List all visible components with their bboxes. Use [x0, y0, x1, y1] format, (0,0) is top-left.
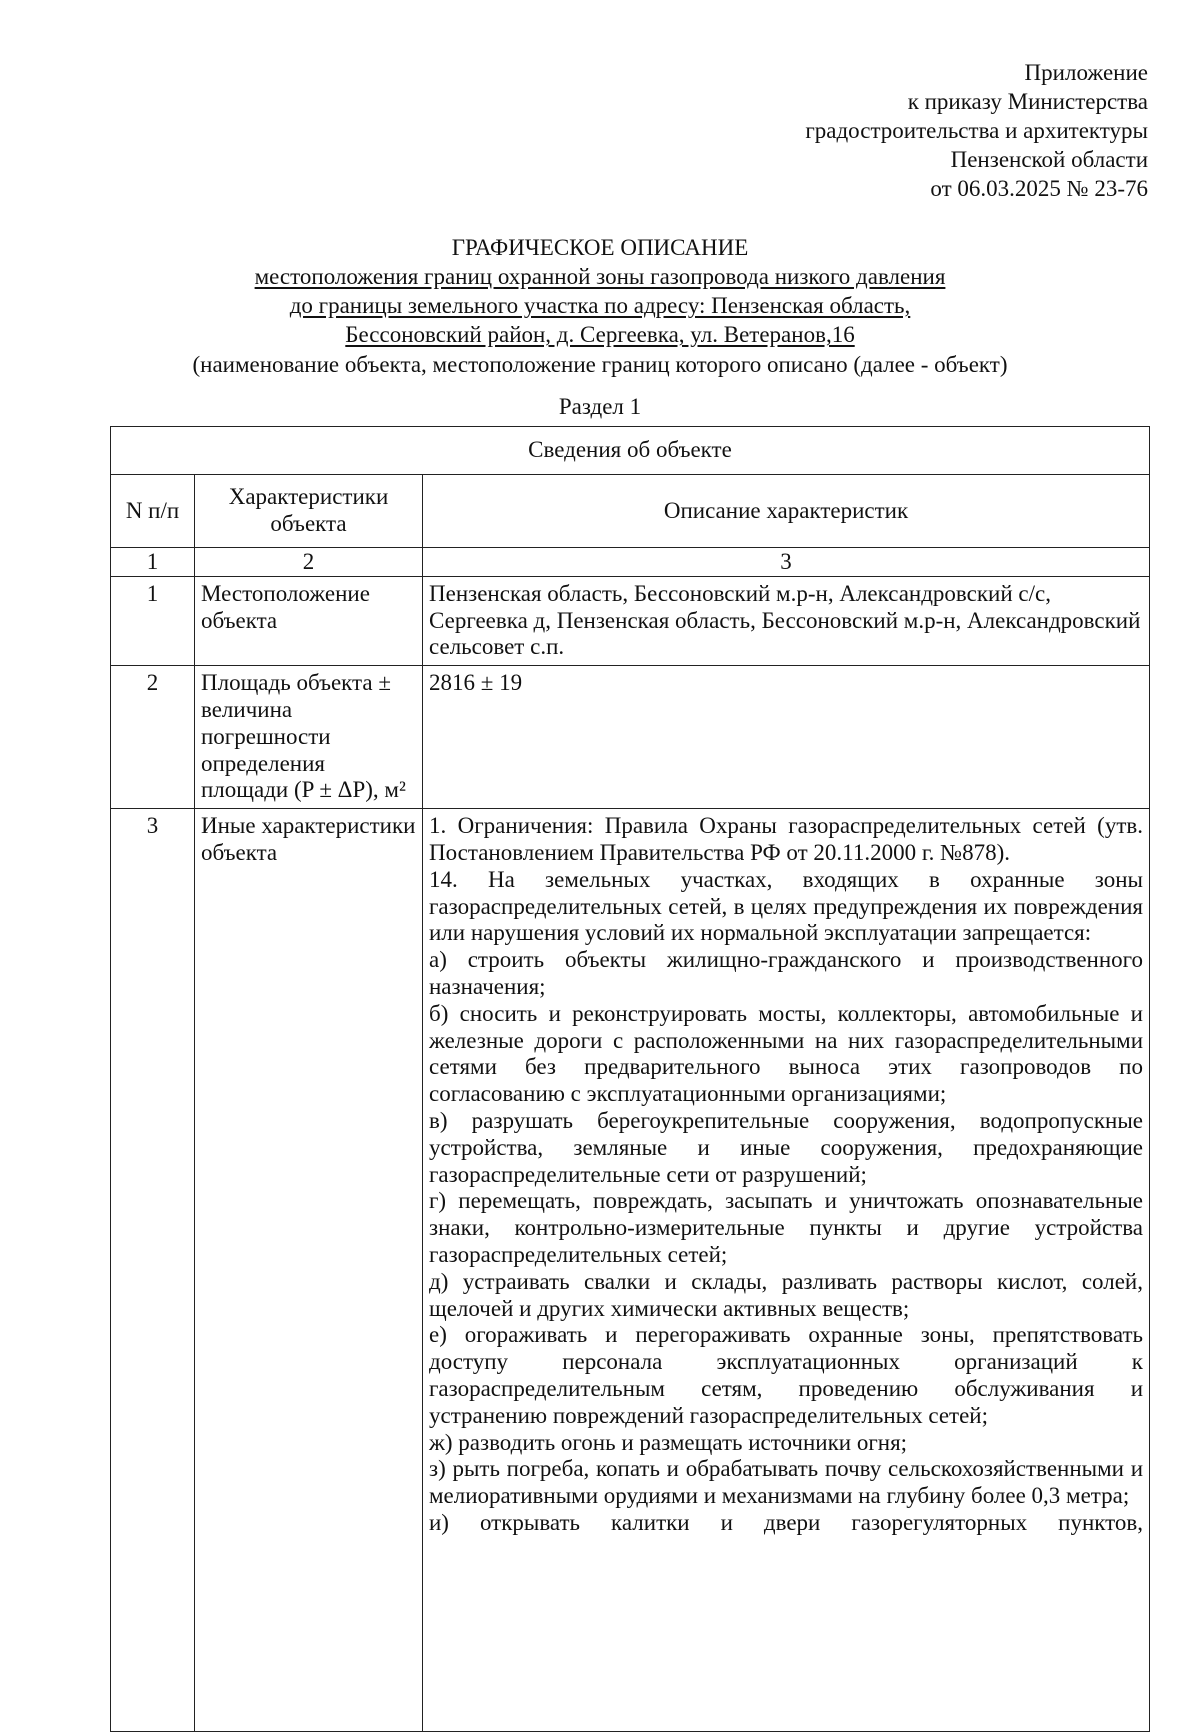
appendix-line: градостроительства и архитектуры [805, 118, 1148, 143]
column-number: 3 [423, 548, 1150, 577]
restriction-paragraph: д) устраивать свалки и склады, разливать растворы кислот, солей, щелочей и других химически активных веществ; [429, 1268, 1143, 1321]
restriction-paragraph: а) строить объекты жилищно-гражданского и производственного назначения; [429, 947, 1143, 999]
restriction-paragraph: ж) разводить огонь и размещать источники огня; [429, 1429, 908, 1455]
row-description: Пензенская область, Бессоновский м.р-н, Александровский с/с, Сергеевка д, Пензенская область, Бессоновский м.р-н, Александровский сельсовет с.п. [423, 576, 1150, 665]
object-info-table [110, 426, 1150, 1732]
row-characteristic: Площадь объекта ± величина погрешности определения площади (P ± ΔP), м² [195, 666, 423, 809]
table-row [111, 666, 1150, 809]
restriction-paragraph: 1. Ограничения: Правила Охраны газораспределительных сетей (утв. Постановлением Правительства РФ от 20.11.2000 г. №878). [429, 813, 1143, 865]
appendix-line: Приложение [1024, 60, 1148, 85]
restriction-paragraph: е) огораживать и перегораживать охранные зоны, препятствовать доступу персонала эксплуатационных организаций к газораспределительным сетям, проведению обслуживания и устранению повреждений газораспределительных сетей; [429, 1322, 1143, 1428]
table-row [111, 809, 1150, 1732]
table-caption: Сведения об объекте [111, 427, 1150, 475]
section-label: Раздел 1 [558, 394, 642, 419]
object-name-line: до границы земельного участка по адресу: Пензенская область, [289, 293, 911, 318]
column-number: 1 [111, 548, 195, 577]
restriction-paragraph: в) разрушать берегоукрепительные сооружения, водопропускные устройства, земляные и иные сооружения, предохраняющие газораспределительные сети от разрушений; [429, 1107, 1143, 1187]
restriction-paragraph: и) открывать калитки и двери газорегуляторных пунктов, [429, 1509, 1143, 1535]
row-characteristic: Местоположение объекта [195, 576, 423, 665]
row-characteristic: Иные характеристики объекта [195, 809, 423, 1732]
appendix-order-date: от 06.03.2025 № 23-76 [930, 176, 1148, 201]
object-name-line: местоположения границ охранной зоны газопровода низкого давления [254, 264, 946, 289]
title-block [0, 233, 1200, 421]
header-description: Описание характеристик [423, 475, 1150, 548]
header-characteristics: Характеристики объекта [195, 475, 423, 548]
restriction-paragraph: б) сносить и реконструировать мосты, коллекторы, автомобильные и железные дороги с расположенными на них газораспределительными сетями без предварительного выноса этих газопроводов по согласованию с эксплуатационными организациями; [429, 1000, 1143, 1107]
column-number: 2 [195, 548, 423, 577]
document-title: ГРАФИЧЕСКОЕ ОПИСАНИЕ [451, 235, 749, 260]
row-number: 1 [111, 576, 195, 665]
appendix-line: Пензенской области [950, 147, 1148, 172]
restriction-paragraph: з) рыть погреба, копать и обрабатывать почву сельскохозяйственными и мелиоративными орудиями и механизмами на глубину более 0,3 метра; [429, 1456, 1143, 1509]
object-name-line: Бессоновский район, д. Сергеевка, ул. Ветеранов,16 [345, 322, 855, 347]
row-description: 2816 ± 19 [423, 666, 1150, 809]
appendix-line: к приказу Министерства [907, 89, 1148, 114]
header-number: N п/п [111, 475, 195, 548]
row-number: 2 [111, 666, 195, 809]
row-number: 3 [111, 809, 195, 1732]
restriction-paragraph: г) перемещать, повреждать, засыпать и уничтожать опознавательные знаки, контрольно-измерительные пункты и другие устройства газораспределительных сетей; [429, 1188, 1143, 1267]
restriction-paragraph: 14. На земельных участках, входящих в охранные зоны газораспределительных сетей, в целях предупреждения их повреждения или нарушения условий их нормальной эксплуатации запрещается: [429, 866, 1143, 946]
row-description [423, 809, 1150, 1732]
object-name-note: (наименование объекта, местоположение границ которого описано (далее - объект) [192, 352, 1008, 377]
table-row [111, 576, 1150, 665]
appendix-reference [805, 58, 1148, 203]
